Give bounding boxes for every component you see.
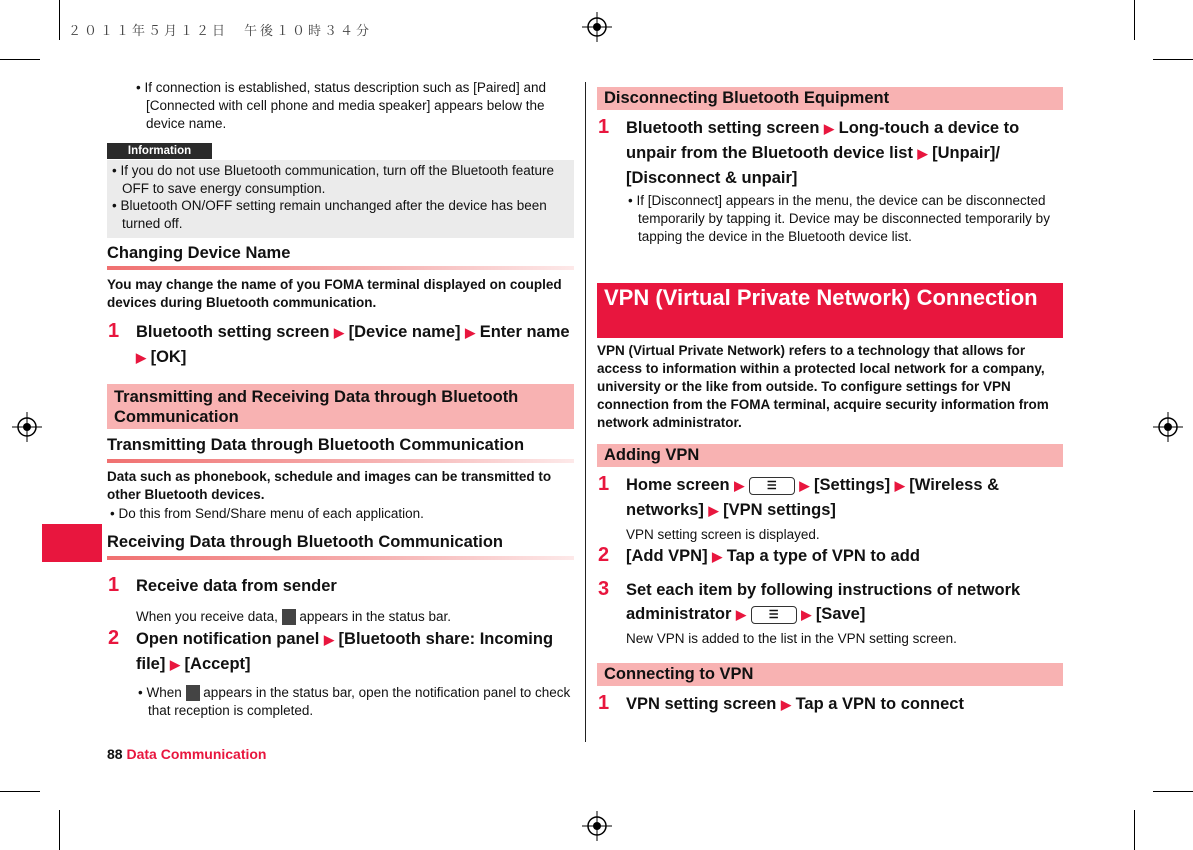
note-text: appears in the status bar. xyxy=(299,609,451,624)
step-text: Tap a VPN to connect xyxy=(795,695,964,713)
rx-bullet xyxy=(136,684,586,720)
tx-title: Transmitting Data through Bluetooth Communication xyxy=(107,436,525,454)
crop-mark xyxy=(0,791,40,792)
note-text: When you receive data, xyxy=(136,609,278,624)
step-text: Long-touch a device to unpair from the Bluetooth device list xyxy=(626,119,1020,162)
bluetooth-icon xyxy=(282,609,296,625)
arrow-right-icon: ▶ xyxy=(708,503,719,518)
step-number: 1 xyxy=(598,473,610,495)
menu-key-icon: ☰ xyxy=(751,606,797,624)
menu-key-icon: ☰ xyxy=(749,477,795,495)
step-number: 1 xyxy=(108,574,120,596)
changing-title: Changing Device Name xyxy=(107,244,291,262)
registration-mark-icon xyxy=(582,811,612,841)
page-footer xyxy=(107,746,266,762)
add-step3-note: New VPN is added to the list in the VPN setting screen. xyxy=(626,631,957,646)
disc-section-bar: Disconnecting Bluetooth Equipment xyxy=(597,87,1063,110)
conn-step xyxy=(626,692,1066,717)
step-text: [OK] xyxy=(150,348,187,366)
crop-mark xyxy=(0,59,40,60)
arrow-right-icon: ▶ xyxy=(712,549,723,564)
step-number: 1 xyxy=(598,116,610,138)
step-text: [Settings] xyxy=(814,476,891,494)
step-number: 2 xyxy=(108,627,120,649)
crop-mark xyxy=(1153,791,1193,792)
tx-desc: Data such as phonebook, schedule and images can be transmitted to other Bluetooth devices. xyxy=(107,469,552,502)
note-text: appears in the status bar, open the notification panel to check that reception is completed. xyxy=(148,685,571,718)
step-text: Open notification panel xyxy=(136,630,320,648)
conn-vpn-bar: Connecting to VPN xyxy=(597,663,1063,686)
arrow-right-icon: ▶ xyxy=(799,478,810,493)
add-step1-note: VPN setting screen is displayed. xyxy=(626,527,820,542)
title-underline xyxy=(107,459,574,463)
column-divider xyxy=(585,82,586,742)
disc-step xyxy=(626,116,1066,190)
crop-mark xyxy=(1153,59,1193,60)
crop-mark xyxy=(59,810,60,850)
step-text: [VPN settings] xyxy=(723,501,836,519)
note-text: When xyxy=(146,685,182,700)
step-number: 1 xyxy=(108,320,120,342)
step-number: 1 xyxy=(598,692,610,714)
crop-mark xyxy=(1134,0,1135,40)
arrow-right-icon: ▶ xyxy=(780,697,791,712)
arrow-right-icon: ▶ xyxy=(734,478,745,493)
step-number: 3 xyxy=(598,578,610,600)
arrow-right-icon: ▶ xyxy=(323,632,334,647)
download-icon xyxy=(186,685,200,701)
arrow-right-icon: ▶ xyxy=(894,478,905,493)
registration-mark-icon xyxy=(12,412,42,442)
intro-bullet: • If connection is established, status description such as [Paired] and [Connected with cell phone and media speaker] appears below the device name. xyxy=(134,79,576,133)
add-step2 xyxy=(626,544,1066,569)
arrow-right-icon: ▶ xyxy=(465,325,476,340)
step-text: VPN setting screen xyxy=(626,695,777,713)
rx-step1-note xyxy=(136,608,576,626)
registration-mark-icon xyxy=(1153,412,1183,442)
changing-step xyxy=(136,320,576,370)
title-underline xyxy=(107,266,574,270)
step-text: Home screen xyxy=(626,476,730,494)
step-text: Bluetooth setting screen xyxy=(626,119,820,137)
step-text: [Accept] xyxy=(184,655,251,673)
vpn-section-bar: VPN (Virtual Private Network) Connection xyxy=(597,283,1063,338)
info-bullet: • Bluetooth ON/OFF setting remain unchanged after the device has been turned off. xyxy=(110,197,577,233)
arrow-right-icon: ▶ xyxy=(824,121,835,136)
rx-title: Receiving Data through Bluetooth Communication xyxy=(107,533,504,551)
arrow-right-icon: ▶ xyxy=(136,350,146,365)
registration-mark-icon xyxy=(582,12,612,42)
step-text: Enter name xyxy=(479,323,570,341)
add-vpn-bar: Adding VPN xyxy=(597,444,1063,467)
step-text: [Wireless & networks] xyxy=(626,476,1000,519)
arrow-right-icon: ▶ xyxy=(917,146,928,161)
title-underline xyxy=(107,556,574,560)
arrow-right-icon: ▶ xyxy=(801,607,812,622)
step-number: 2 xyxy=(598,544,610,566)
step-text: Set each item by following instructions of network administrator xyxy=(626,581,1021,623)
page-number: 88 xyxy=(107,746,123,762)
section-tab xyxy=(42,524,102,562)
arrow-right-icon: ▶ xyxy=(334,325,345,340)
step-text: Tap a type of VPN to add xyxy=(726,547,920,565)
crop-mark xyxy=(1134,810,1135,850)
step-text: [Unpair]/ [Disconnect & unpair] xyxy=(626,144,1000,187)
arrow-right-icon: ▶ xyxy=(736,607,747,622)
disc-bullet: • If [Disconnect] appears in the menu, the device can be disconnected temporarily by tapping it. Device may be disconnected temporarily by tapping the device in the Bluetooth device list. xyxy=(626,192,1070,246)
add-step3 xyxy=(626,578,1066,627)
rx-step2 xyxy=(136,627,556,677)
vpn-desc: VPN (Virtual Private Network) refers to a technology that allows for access to information within a protected local network for a company, university or the like from outside. To configure settings for VPN connection from the FOMA terminal, acquire security information from network administrator. xyxy=(597,343,1049,430)
info-tag: Information xyxy=(107,143,212,159)
step-text: [Device name] xyxy=(348,323,461,341)
step-text: [Bluetooth share: Incoming file] xyxy=(136,630,554,673)
changing-desc: You may change the name of you FOMA terminal displayed on coupled devices during Bluetooth communication. xyxy=(107,277,562,310)
step-text: [Add VPN] xyxy=(626,547,708,565)
print-timestamp: ２０１１年５月１２日 午後１０時３４分 xyxy=(68,24,373,39)
step-text: Bluetooth setting screen xyxy=(136,323,330,341)
section-name: Data Communication xyxy=(126,746,267,762)
step-text: [Save] xyxy=(815,605,866,623)
crop-mark xyxy=(59,0,60,40)
tx-bullet: • Do this from Send/Share menu of each application. xyxy=(108,505,580,523)
add-step1 xyxy=(626,473,1066,523)
rx-step1: Receive data from sender xyxy=(136,577,337,595)
info-bullet: • If you do not use Bluetooth communication, turn off the Bluetooth feature OFF to save energy consumption. xyxy=(110,162,577,198)
arrow-right-icon: ▶ xyxy=(169,657,180,672)
tx-section-bar: Transmitting and Receiving Data through Bluetooth Communication xyxy=(107,384,574,429)
